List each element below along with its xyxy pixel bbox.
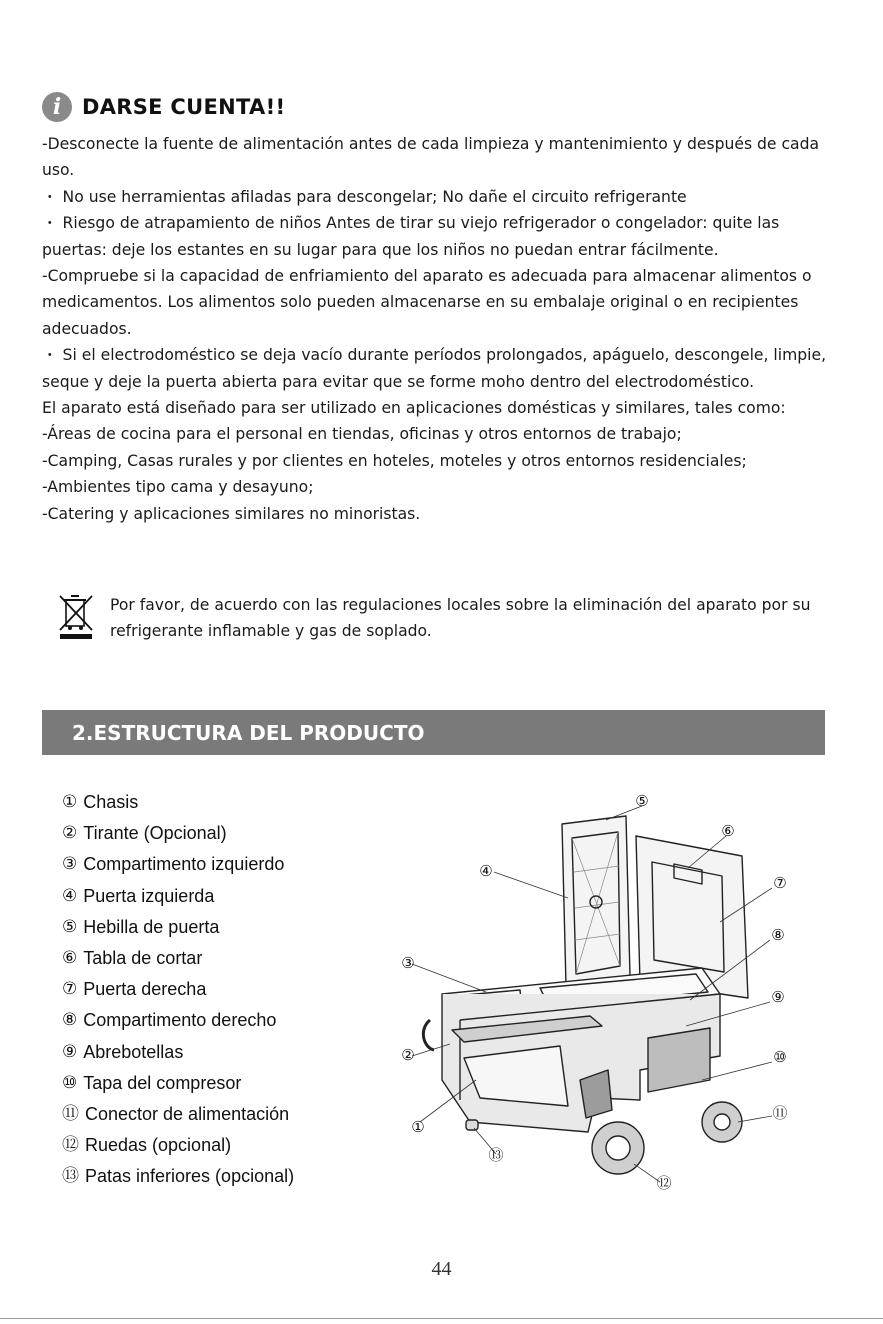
notice-paragraph: -Ambientes tipo cama y desayuno; <box>42 478 314 497</box>
list-item <box>62 943 294 974</box>
list-item <box>62 818 294 849</box>
list-item <box>62 849 294 880</box>
callout-6: ⑥ <box>721 822 735 840</box>
part-label: Chasis <box>83 792 139 812</box>
parts-list <box>62 787 294 1193</box>
callout-8: ⑧ <box>771 926 785 944</box>
part-label: Conector de alimentación <box>85 1104 290 1125</box>
callout-1: ① <box>411 1118 425 1136</box>
callout-7: ⑦ <box>773 874 787 892</box>
notice-paragraph: -Compruebe si la capacidad de enfriamiento del aparato es adecuada para almacenar alimentos o medicamentos. Los alimentos solo pueden almacenarse en su embalaje original o en recipientes adecuados. <box>42 267 812 338</box>
list-item <box>62 912 294 943</box>
part-label: Compartimento derecho <box>83 1010 277 1031</box>
part-label: Hebilla de puerta <box>83 916 220 937</box>
list-item <box>62 974 294 1005</box>
part-label: Abrebotellas <box>83 1041 184 1062</box>
part-number: ⑫ <box>62 1135 79 1156</box>
fridge-illustration <box>423 816 748 1174</box>
notice-paragraph: ・ Riesgo de atrapamiento de niños Antes de tirar su viejo refrigerador o congelador: quite las puertas: deje los estantes en su lugar para que los niños no puedan entrar fácilmente. <box>42 214 780 259</box>
part-label: Patas inferiores (opcional) <box>85 1166 295 1187</box>
callout-9: ⑨ <box>771 988 785 1006</box>
part-label: Puerta derecha <box>83 979 207 1000</box>
list-item <box>62 1068 294 1099</box>
crossed-bin-icon <box>56 592 96 640</box>
list-item <box>62 1099 294 1130</box>
part-number: ⑪ <box>62 1104 79 1125</box>
product-diagram <box>390 780 830 1200</box>
notice-paragraph: -Camping, Casas rurales y por clientes en hoteles, moteles y otros entornos residenciales; <box>42 451 747 470</box>
part-number: ③ <box>62 854 78 875</box>
callout-4: ④ <box>479 862 493 880</box>
part-number: ② <box>62 823 78 844</box>
part-number: ⑨ <box>62 1041 78 1062</box>
part-number: ⑧ <box>62 1010 78 1031</box>
disposal-note <box>56 592 830 645</box>
notice-title: DARSE CUENTA!! <box>82 95 286 119</box>
list-item <box>62 1130 294 1161</box>
part-label: Tirante (Opcional) <box>83 823 227 844</box>
list-item <box>62 1161 294 1192</box>
part-label: Tapa del compresor <box>83 1072 242 1093</box>
part-number: ⑤ <box>62 916 78 937</box>
part-label: Compartimento izquierdo <box>83 854 285 875</box>
page-number: 44 <box>431 1258 452 1280</box>
part-number: ⑬ <box>62 1166 79 1187</box>
part-number: ⑦ <box>62 979 78 1000</box>
notice-paragraph: El aparato está diseñado para ser utilizado en aplicaciones domésticas y similares, tales como: <box>42 399 786 418</box>
part-number: ⑩ <box>62 1072 78 1093</box>
bottom-divider <box>0 1318 883 1319</box>
notice-paragraph: -Áreas de cocina para el personal en tiendas, oficinas y otros entornos de trabajo; <box>42 425 682 444</box>
part-number: ① <box>62 792 78 812</box>
part-label: Ruedas (opcional) <box>85 1135 232 1156</box>
notice-header <box>42 92 285 122</box>
info-icon: i <box>42 92 72 122</box>
notice-body <box>42 131 832 527</box>
callout-11: ⑪ <box>772 1104 788 1122</box>
section-title: 2.ESTRUCTURA DEL PRODUCTO <box>72 720 425 745</box>
notice-paragraph: -Catering y aplicaciones similares no minoristas. <box>42 504 421 523</box>
part-number: ⑥ <box>62 948 78 969</box>
callout-10: ⑩ <box>773 1048 787 1066</box>
list-item <box>62 881 294 912</box>
list-item <box>62 1005 294 1036</box>
callout-2: ② <box>401 1046 415 1064</box>
disposal-text: Por favor, de acuerdo con las regulaciones locales sobre la eliminación del aparato por su refrigerante inflamable y gas de soplado. <box>110 596 811 641</box>
callout-12: ⑫ <box>656 1174 672 1192</box>
list-item <box>62 787 294 818</box>
notice-paragraph: -Desconecte la fuente de alimentación antes de cada limpieza y mantenimiento y después de cada uso. <box>42 135 820 180</box>
section-header <box>42 710 825 755</box>
callout-3: ③ <box>401 954 415 972</box>
part-number: ④ <box>62 885 78 906</box>
part-label: Tabla de cortar <box>83 948 203 969</box>
callout-5: ⑤ <box>635 792 649 810</box>
callout-13: ⑬ <box>488 1146 504 1164</box>
part-label: Puerta izquierda <box>83 885 215 906</box>
list-item <box>62 1037 294 1068</box>
notice-paragraph: ・ Si el electrodoméstico se deja vacío durante períodos prolongados, apáguelo, descongele, limpie, seque y deje la puerta abierta para evitar que se forme moho dentro del electrodoméstico. <box>42 346 827 391</box>
notice-paragraph: ・ No use herramientas afiladas para descongelar; No dañe el circuito refrigerante <box>42 187 687 206</box>
